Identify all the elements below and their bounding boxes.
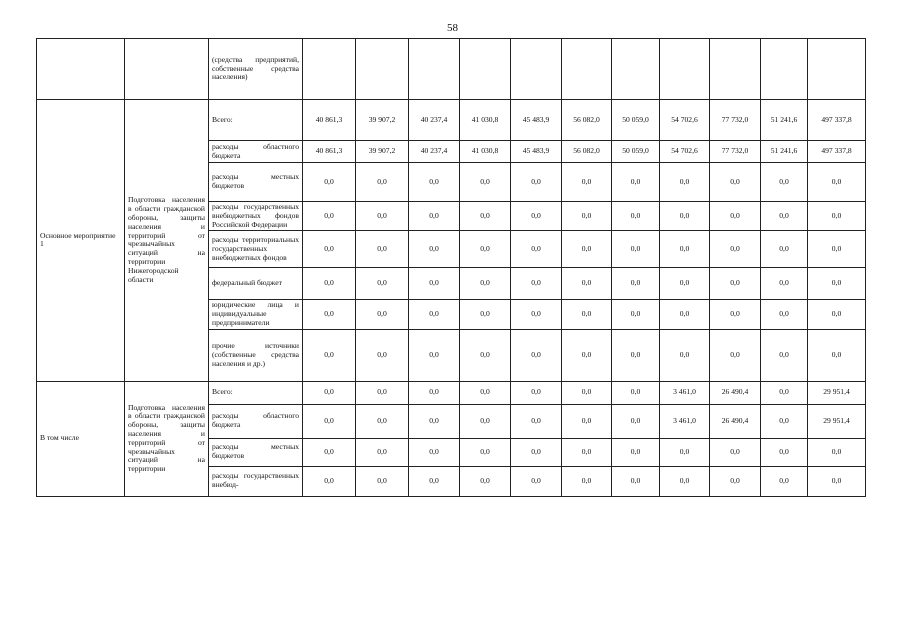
value-cell: 0,0 [303, 300, 356, 329]
value-cell: 41 030,8 [460, 141, 511, 163]
source-cell: прочие источники (собственные средства населения и др.) [209, 329, 303, 381]
value-cell: 0,0 [409, 268, 460, 300]
value-cell: 0,0 [409, 466, 460, 496]
value-cell [612, 39, 660, 100]
value-cell: 40 237,4 [409, 100, 460, 141]
value-cell: 0,0 [612, 466, 660, 496]
value-cell: 0,0 [612, 268, 660, 300]
value-cell: 0,0 [562, 466, 612, 496]
value-cell: 0,0 [612, 381, 660, 404]
value-cell: 0,0 [409, 381, 460, 404]
value-cell: 0,0 [511, 381, 562, 404]
value-cell: 0,0 [808, 300, 866, 329]
value-cell: 0,0 [660, 163, 710, 202]
table-row [37, 381, 866, 404]
value-cell: 50 059,0 [612, 100, 660, 141]
value-cell: 0,0 [460, 404, 511, 438]
value-cell: 0,0 [356, 466, 409, 496]
value-cell: 56 082,0 [562, 141, 612, 163]
table-row [37, 100, 866, 141]
source-cell: расходы местных бюджетов [209, 438, 303, 466]
value-cell: 0,0 [303, 268, 356, 300]
value-cell: 0,0 [460, 329, 511, 381]
value-cell: 0,0 [808, 231, 866, 268]
value-cell: 0,0 [562, 438, 612, 466]
value-cell: 54 702,6 [660, 141, 710, 163]
value-cell: 0,0 [808, 329, 866, 381]
value-cell: 0,0 [303, 438, 356, 466]
value-cell [356, 39, 409, 100]
value-cell: 0,0 [356, 268, 409, 300]
event-cell [37, 39, 125, 100]
value-cell [511, 39, 562, 100]
value-cell: 0,0 [710, 466, 761, 496]
value-cell [660, 39, 710, 100]
value-cell: 0,0 [460, 300, 511, 329]
value-cell: 0,0 [612, 438, 660, 466]
value-cell: 0,0 [761, 231, 808, 268]
event-label: В том числе [37, 381, 125, 496]
value-cell: 0,0 [710, 231, 761, 268]
value-cell: 0,0 [460, 202, 511, 231]
value-cell [710, 39, 761, 100]
value-cell: 0,0 [562, 329, 612, 381]
source-cell: расходы областного бюджета [209, 141, 303, 163]
value-cell: 45 483,9 [511, 141, 562, 163]
value-cell: 0,0 [761, 438, 808, 466]
value-cell: 0,0 [460, 163, 511, 202]
value-cell: 0,0 [710, 163, 761, 202]
value-cell: 0,0 [808, 438, 866, 466]
value-cell: 0,0 [409, 438, 460, 466]
value-cell: 40 861,3 [303, 141, 356, 163]
source-cell: (средства предприятий, собственные средства населения) [209, 39, 303, 100]
value-cell: 0,0 [356, 438, 409, 466]
budget-table [36, 38, 866, 497]
value-cell: 0,0 [460, 466, 511, 496]
value-cell: 0,0 [409, 329, 460, 381]
value-cell: 0,0 [612, 231, 660, 268]
source-cell: расходы государственных внебюд- [209, 466, 303, 496]
value-cell: 0,0 [761, 404, 808, 438]
value-cell: 45 483,9 [511, 100, 562, 141]
value-cell: 0,0 [808, 466, 866, 496]
page-number: 58 [447, 22, 458, 34]
value-cell: 29 951,4 [808, 381, 866, 404]
source-cell: федеральный бюджет [209, 268, 303, 300]
value-cell: 0,0 [356, 300, 409, 329]
value-cell: 0,0 [511, 231, 562, 268]
value-cell: 0,0 [761, 163, 808, 202]
value-cell [303, 39, 356, 100]
value-cell: 0,0 [409, 404, 460, 438]
value-cell: 0,0 [303, 231, 356, 268]
event-name: Подготовка населения в области гражданской обороны, защиты населения и территорий от чрезвычайных ситуаций на территории [125, 381, 209, 496]
source-cell: расходы областного бюджета [209, 404, 303, 438]
value-cell: 0,0 [660, 466, 710, 496]
value-cell [409, 39, 460, 100]
value-cell: 0,0 [303, 163, 356, 202]
source-cell: Всего: [209, 381, 303, 404]
value-cell: 0,0 [761, 268, 808, 300]
value-cell [460, 39, 511, 100]
value-cell: 497 337,8 [808, 141, 866, 163]
source-cell: Всего: [209, 100, 303, 141]
value-cell: 0,0 [761, 300, 808, 329]
value-cell: 0,0 [356, 404, 409, 438]
value-cell: 0,0 [761, 381, 808, 404]
value-cell: 3 461,0 [660, 381, 710, 404]
source-cell: юридические лица и индивидуальные предприниматели [209, 300, 303, 329]
value-cell: 26 490,4 [710, 404, 761, 438]
value-cell: 0,0 [303, 404, 356, 438]
value-cell: 0,0 [409, 300, 460, 329]
table-row [37, 39, 866, 100]
value-cell: 26 490,4 [710, 381, 761, 404]
value-cell: 0,0 [562, 268, 612, 300]
value-cell: 3 461,0 [660, 404, 710, 438]
value-cell: 0,0 [511, 466, 562, 496]
value-cell: 50 059,0 [612, 141, 660, 163]
value-cell: 0,0 [303, 466, 356, 496]
value-cell: 0,0 [612, 329, 660, 381]
source-cell: расходы местных бюджетов [209, 163, 303, 202]
value-cell: 0,0 [562, 163, 612, 202]
value-cell: 0,0 [761, 329, 808, 381]
event-name: Подготовка населения в области гражданской обороны, защиты населения и территорий от чрезвычайных ситуаций на территории Нижегородской области [125, 100, 209, 382]
value-cell: 0,0 [460, 231, 511, 268]
value-cell: 51 241,6 [761, 100, 808, 141]
value-cell: 0,0 [660, 329, 710, 381]
value-cell: 0,0 [562, 231, 612, 268]
event-label: Основное мероприятие 1 [37, 100, 125, 382]
value-cell: 0,0 [409, 231, 460, 268]
value-cell: 0,0 [710, 202, 761, 231]
value-cell: 0,0 [356, 381, 409, 404]
value-cell: 56 082,0 [562, 100, 612, 141]
value-cell: 0,0 [612, 202, 660, 231]
value-cell: 0,0 [511, 300, 562, 329]
value-cell: 0,0 [660, 300, 710, 329]
source-cell: расходы территориальных государственных внебюджетных фондов [209, 231, 303, 268]
value-cell: 0,0 [710, 329, 761, 381]
value-cell: 0,0 [761, 466, 808, 496]
value-cell: 0,0 [761, 202, 808, 231]
value-cell: 0,0 [562, 381, 612, 404]
value-cell: 0,0 [511, 202, 562, 231]
value-cell [761, 39, 808, 100]
value-cell: 0,0 [303, 329, 356, 381]
value-cell: 0,0 [562, 300, 612, 329]
value-cell: 0,0 [511, 329, 562, 381]
value-cell: 0,0 [808, 163, 866, 202]
value-cell: 77 732,0 [710, 100, 761, 141]
value-cell: 0,0 [710, 438, 761, 466]
value-cell: 77 732,0 [710, 141, 761, 163]
value-cell [808, 39, 866, 100]
value-cell: 0,0 [460, 438, 511, 466]
value-cell: 41 030,8 [460, 100, 511, 141]
value-cell: 0,0 [612, 404, 660, 438]
value-cell: 29 951,4 [808, 404, 866, 438]
value-cell: 0,0 [710, 300, 761, 329]
value-cell: 0,0 [356, 231, 409, 268]
event-name-cell [125, 39, 209, 100]
value-cell: 0,0 [660, 202, 710, 231]
value-cell: 0,0 [562, 202, 612, 231]
source-cell: расходы государственных внебюджетных фондов Российской Федерации [209, 202, 303, 231]
value-cell: 0,0 [356, 329, 409, 381]
value-cell: 0,0 [511, 268, 562, 300]
value-cell: 39 907,2 [356, 100, 409, 141]
value-cell: 497 337,8 [808, 100, 866, 141]
value-cell: 0,0 [612, 300, 660, 329]
value-cell: 0,0 [511, 438, 562, 466]
value-cell [562, 39, 612, 100]
value-cell: 51 241,6 [761, 141, 808, 163]
value-cell: 0,0 [303, 381, 356, 404]
value-cell: 40 237,4 [409, 141, 460, 163]
value-cell: 0,0 [409, 202, 460, 231]
value-cell: 54 702,6 [660, 100, 710, 141]
value-cell: 40 861,3 [303, 100, 356, 141]
value-cell: 0,0 [808, 202, 866, 231]
value-cell: 0,0 [460, 268, 511, 300]
value-cell: 0,0 [660, 268, 710, 300]
value-cell: 0,0 [356, 163, 409, 202]
value-cell: 39 907,2 [356, 141, 409, 163]
value-cell: 0,0 [460, 381, 511, 404]
value-cell: 0,0 [303, 202, 356, 231]
value-cell: 0,0 [710, 268, 761, 300]
value-cell: 0,0 [660, 231, 710, 268]
value-cell: 0,0 [660, 438, 710, 466]
value-cell: 0,0 [409, 163, 460, 202]
value-cell: 0,0 [808, 268, 866, 300]
value-cell: 0,0 [356, 202, 409, 231]
value-cell: 0,0 [511, 404, 562, 438]
value-cell: 0,0 [511, 163, 562, 202]
value-cell: 0,0 [612, 163, 660, 202]
value-cell: 0,0 [562, 404, 612, 438]
